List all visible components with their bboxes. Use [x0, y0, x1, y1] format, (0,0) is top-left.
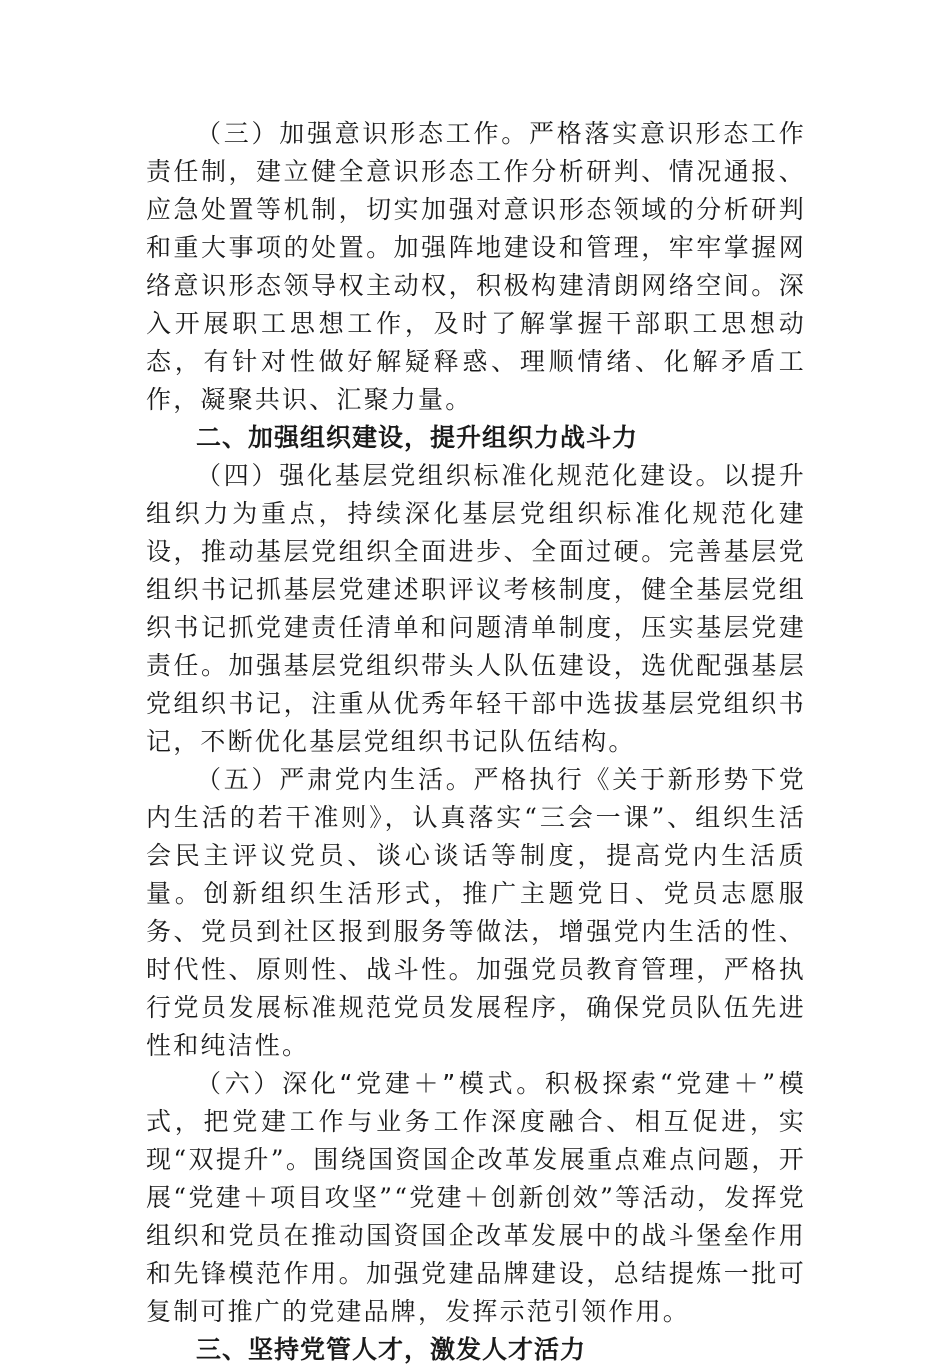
paragraph-party-life: [146, 761, 806, 1065]
paragraph-lead: （五）严肃党内生活。: [196, 765, 474, 794]
paragraph-body: 严格落实意识形态工作责任制，建立健全意识形态工作分析研判、情况通报、应急处置等机制，切实加强对意识形态领域的分析研判和重大事项的处置。加强阵地建设和管理，牢牢掌握网络意识形态领导权主动权，积极构建清朗网络空间。深入开展职工思想工作，及时了解掌握干部职工思想动态，有针对性做好解疑释惑、理顺情绪、化解矛盾工作，凝聚共识、汇聚力量。: [146, 119, 806, 414]
paragraph-lead: （四）强化基层党组织标准化规范化建设。: [196, 461, 724, 490]
section-heading-3: 三、坚持党管人才，激发人才活力: [196, 1335, 587, 1364]
paragraph-ideology: [146, 115, 806, 419]
paragraph-body: 严格执行《关于新形势下党内生活的若干准则》，认真落实“三会一课”、组织生活会民主评议党员、谈心谈话等制度，提高党内生活质量。创新组织生活形式，推广主题党日、党员志愿服务、党员到社区报到服务等做法，增强党内生活的性、时代性、原则性、战斗性。加强党员教育管理，严格执行党员发展标准规范党员发展程序，确保党员队伍先进性和纯洁性。: [146, 765, 806, 1060]
paragraph-lead: （三）加强意识形态工作。: [196, 119, 530, 148]
paragraph-body: 积极探索“党建＋”模式，把党建工作与业务工作深度融合、相互促进，实现“双提升”。围绕国资国企改革发展重点难点问题，开展“党建＋项目攻坚”“党建＋创新创效”等活动，发挥党组织和党员在推动国资国企改革发展中的战斗堡垒作用和先锋模范作用。加强党建品牌建设，总结提炼一批可复制可推广的党建品牌，发挥示范引领作用。: [146, 1069, 806, 1326]
paragraph-party-plus: [146, 1065, 806, 1331]
document-page: [146, 115, 806, 1369]
paragraph-body: 以提升组织力为重点，持续深化基层党组织标准化规范化建设，推动基层党组织全面进步、全面过硬。完善基层党组织书记抓基层党建述职评议考核制度，健全基层党组织书记抓党建责任清单和问题清单制度，压实基层党建责任。加强基层党组织带头人队伍建设，选优配强基层党组织书记，注重从优秀年轻干部中选拔基层党组织书记，不断优化基层党组织书记队伍结构。: [146, 461, 806, 756]
paragraph-lead: （六）深化“党建＋”模式。: [196, 1069, 545, 1098]
section-heading-2: 二、加强组织建设，提升组织力战斗力: [196, 423, 639, 452]
paragraph-grassroots: [146, 457, 806, 761]
